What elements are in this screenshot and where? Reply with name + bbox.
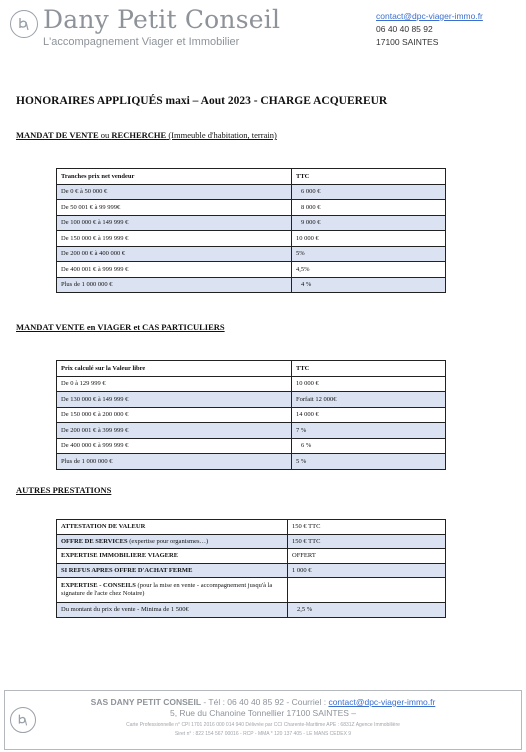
fee-cell: 14 000 € <box>292 407 446 423</box>
fee-cell: 10 000 € <box>292 231 446 247</box>
service-note: (pour la mise en vente - accompagnement jusqu'à la signature de l'acte chez Notaire) <box>61 582 273 597</box>
table-row <box>57 407 446 423</box>
service-cell <box>57 549 288 564</box>
range-cell: De 400 001 € à 999 999 € <box>57 262 292 278</box>
range-cell: De 100 000 € à 149 999 € <box>57 215 292 231</box>
price-cell <box>288 578 446 603</box>
table-row <box>57 563 446 578</box>
service-cell <box>57 534 288 549</box>
fees-table-mandat-vente <box>56 168 446 293</box>
table-row <box>57 262 446 278</box>
header-contact <box>376 10 483 49</box>
range-cell: De 150 000 € à 200 000 € <box>57 407 292 423</box>
table-row <box>57 392 446 408</box>
fee-cell: 6 000 € <box>292 184 446 200</box>
section-title-viager <box>16 322 225 332</box>
fee-cell: Forfait 12 000€ <box>292 392 446 408</box>
table-row <box>57 534 446 549</box>
range-cell: De 200 001 € à 399 999 € <box>57 423 292 439</box>
section2-title: MANDAT VENTE en VIAGER et CAS PARTICULIERS <box>16 322 225 332</box>
fee-cell: 4 % <box>292 277 446 293</box>
table-row <box>57 277 446 293</box>
fee-cell: 9 000 € <box>292 215 446 231</box>
logo-monogram-icon <box>14 14 34 34</box>
table-row <box>57 578 446 603</box>
header-cell: Prix calculé sur la Valeur libre <box>57 361 292 377</box>
section3-title: AUTRES PRESTATIONS <box>16 485 112 495</box>
brand-name: Dany Petit Conseil <box>43 5 281 34</box>
table-row <box>57 246 446 262</box>
section1-title-mid: ou <box>98 130 112 140</box>
range-cell: De 0 € à 50 000 € <box>57 184 292 200</box>
table-row <box>57 520 446 535</box>
table-row <box>57 231 446 247</box>
brand-logo <box>10 10 38 38</box>
range-cell: De 50 001 € à 99 999€ <box>57 200 292 216</box>
table-row <box>57 423 446 439</box>
section1-title-b: RECHERCHE <box>111 130 167 140</box>
service-cell <box>57 520 288 535</box>
price-cell: 150 € TTC <box>288 534 446 549</box>
section1-title-a: MANDAT DE VENTE <box>16 130 99 140</box>
range-cell: Plus de 1 000 000 € <box>57 454 292 470</box>
service-cell <box>57 578 288 603</box>
section-title-autres <box>16 485 111 495</box>
fee-cell: 6 % <box>292 438 446 454</box>
range-cell: Plus de 1 000 000 € <box>57 277 292 293</box>
range-cell: De 200 00 € à 400 000 € <box>57 246 292 262</box>
service-name: OFFRE DE SERVICES <box>61 537 128 545</box>
footer-company: SAS DANY PETIT CONSEIL <box>90 697 202 707</box>
fees-table-viager <box>56 360 446 470</box>
page-title: HONORAIRES APPLIQUÉS maxi – Aout 2023 - CHARGE ACQUEREUR <box>16 95 388 107</box>
footer-email-link[interactable]: contact@dpc-viager-immo.fr <box>328 697 436 707</box>
footer-address: 5, Rue du Chanoine Tonnellier 17100 SAINTES – <box>169 708 357 718</box>
footer-legal-1: Carte Professionnelle n° CPI 1701 2016 000 014 940 Délivrée par CCI Charente-Maritime APE : 6831Z Agence Immobilière <box>126 722 400 728</box>
service-name: ATTESTATION DE VALEUR <box>61 523 146 531</box>
price-cell: OFFERT <box>288 549 446 564</box>
range-cell: De 0 à 129 999 € <box>57 376 292 392</box>
price-cell: 2,5 % <box>288 603 446 618</box>
header-city: 17100 SAINTES <box>376 37 439 47</box>
header-cell: TTC <box>292 361 446 377</box>
price-cell: 1 000 € <box>288 563 446 578</box>
footer-line-contact <box>0 697 526 707</box>
range-cell: De 400 000 € à 999 999 € <box>57 438 292 454</box>
service-cell <box>57 563 288 578</box>
header-email-link[interactable]: contact@dpc-viager-immo.fr <box>376 11 483 21</box>
range-cell: De 130 000 € à 149 999 € <box>57 392 292 408</box>
table-row <box>57 215 446 231</box>
table-row <box>57 438 446 454</box>
fees-table-autres-prestations <box>56 519 446 618</box>
service-name: EXPERTISE - CONSEILS <box>61 582 136 589</box>
header-phone: 06 40 40 85 92 <box>376 24 433 34</box>
header-cell: TTC <box>292 169 446 185</box>
table-row <box>57 184 446 200</box>
service-name: SI REFUS APRES OFFRE D'ACHAT FERME <box>61 566 193 574</box>
table-row <box>57 549 446 564</box>
table-header-row <box>57 169 446 185</box>
table-row <box>57 454 446 470</box>
header-cell: Tranches prix net vendeur <box>57 169 292 185</box>
service-note: (expertise pour organismes…) <box>127 537 209 545</box>
section-title-mandat-vente <box>16 130 277 140</box>
fee-cell: 10 000 € <box>292 376 446 392</box>
table-header-row <box>57 361 446 377</box>
fee-cell: 7 % <box>292 423 446 439</box>
fee-cell: 5 % <box>292 454 446 470</box>
service-cell <box>57 603 288 618</box>
fee-cell: 4,5% <box>292 262 446 278</box>
service-note: Du montant du prix de vente - Minima de 1 500€ <box>61 606 189 614</box>
service-name: EXPERTISE IMMOBILIERE VIAGERE <box>61 552 179 560</box>
fee-cell: 5% <box>292 246 446 262</box>
range-cell: De 150 000 € à 199 999 € <box>57 231 292 247</box>
footer-contact-text: - Tél : 06 40 40 85 92 - Courriel : <box>201 697 329 707</box>
section1-title-note: (Immeuble d'habitation, terrain) <box>166 130 277 140</box>
price-cell: 150 € TTC <box>288 520 446 535</box>
fee-cell: 8 000 € <box>292 200 446 216</box>
table-row <box>57 603 446 618</box>
table-row <box>57 200 446 216</box>
table-row <box>57 376 446 392</box>
brand-tagline: L'accompagnement Viager et Immobilier <box>43 36 240 48</box>
footer-legal-2: Siret n° : 822 154 567 00016 - RCP - MMA * 120 137 405 - LE MANS CEDEX 9 <box>174 731 352 737</box>
